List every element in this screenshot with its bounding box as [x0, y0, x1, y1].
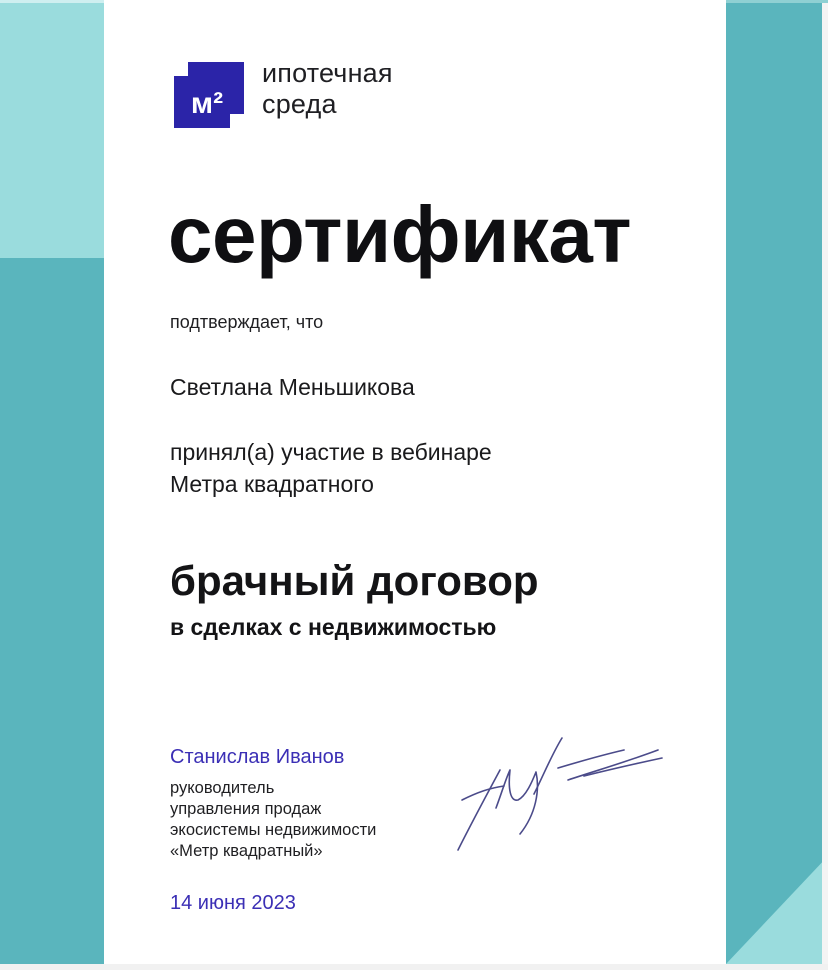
certificate-paper [104, 0, 726, 964]
background-right-edge [822, 0, 828, 970]
recipient-name: Светлана Меньшикова [170, 374, 415, 400]
background-left-teal-panel [0, 258, 104, 970]
background-left-light-panel [0, 0, 104, 258]
handwritten-signature [448, 730, 668, 856]
signer-role-line-2: управления продаж [170, 800, 322, 818]
brand-logo [174, 58, 444, 130]
signer-name: Станислав Иванов [170, 746, 345, 768]
certificate-title: сертификат [168, 190, 632, 279]
logo-mark-text: м² [190, 87, 224, 120]
participation-line-2: Метра квадратного [170, 471, 374, 497]
participation-line-1: принял(а) участие в вебинаре [170, 439, 492, 465]
m2-logo-icon [174, 62, 244, 128]
signer-role-line-4: «Метр квадратный» [170, 842, 323, 860]
logo-line-1: ипотечная [262, 58, 393, 88]
confirms-text: подтверждает, что [170, 312, 324, 332]
logo-line-2: среда [262, 89, 337, 119]
signer-role-line-1: руководитель [170, 779, 275, 797]
signer-role [170, 778, 376, 862]
background-bottom-edge [0, 964, 828, 970]
webinar-topic-subtitle: в сделках с недвижимостью [170, 614, 497, 640]
participation-text [170, 436, 492, 500]
signer-role-line-3: экосистемы недвижимости [170, 821, 377, 839]
logo-wordmark [262, 58, 393, 120]
background-corner-triangle [726, 0, 828, 970]
certificate-date: 14 июня 2023 [170, 892, 296, 914]
webinar-topic: брачный договор [170, 557, 539, 604]
